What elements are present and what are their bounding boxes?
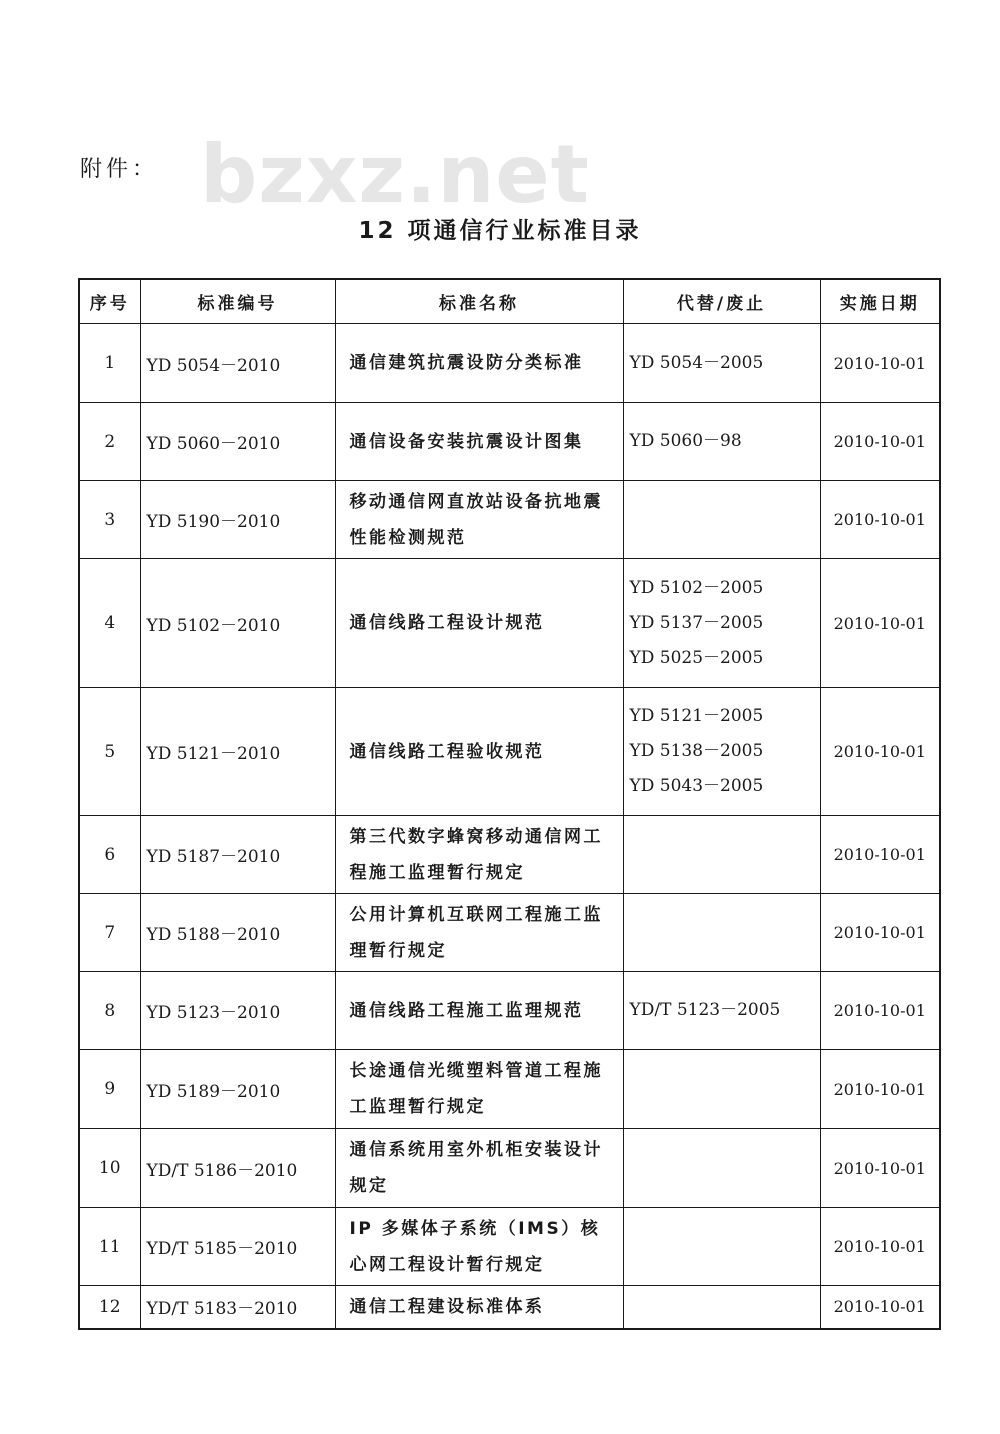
replaced-standard: YD 5121－2005 xyxy=(629,706,764,726)
table-row xyxy=(79,403,940,481)
row-number: 2 xyxy=(79,403,140,481)
attachment-label: 附件： xyxy=(80,157,159,182)
standard-code: YD/T 5186－2010 xyxy=(140,1129,335,1208)
table-row xyxy=(79,1208,940,1286)
header-name: 标准名称 xyxy=(335,279,623,324)
standard-code: YD 5102－2010 xyxy=(140,559,335,688)
replaces-cell xyxy=(623,1286,820,1329)
standards-table xyxy=(78,278,941,1330)
standard-code: YD/T 5183－2010 xyxy=(140,1286,335,1329)
standard-code: YD 5187－2010 xyxy=(140,816,335,894)
effective-date: 2010-10-01 xyxy=(820,1129,940,1208)
standard-name: 公用计算机互联网工程施工监理暂行规定 xyxy=(335,894,623,972)
standard-code: YD 5188－2010 xyxy=(140,894,335,972)
replaces-cell xyxy=(623,1129,820,1208)
standard-name: 通信系统用室外机柜安装设计规定 xyxy=(335,1129,623,1208)
replaced-standard: YD/T 5123－2005 xyxy=(629,1000,781,1020)
header-date: 实施日期 xyxy=(820,279,940,324)
replaces-cell xyxy=(623,816,820,894)
row-number: 9 xyxy=(79,1050,140,1129)
row-number: 1 xyxy=(79,324,140,403)
standard-name: 移动通信网直放站设备抗地震性能检测规范 xyxy=(335,481,623,559)
effective-date: 2010-10-01 xyxy=(820,1208,940,1286)
table-row xyxy=(79,688,940,816)
table-row xyxy=(79,559,940,688)
table-row xyxy=(79,972,940,1050)
replaces-cell xyxy=(623,894,820,972)
page-title: 12 项通信行业标准目录 xyxy=(358,218,642,244)
replaces-cell xyxy=(623,481,820,559)
standard-code: YD 5060－2010 xyxy=(140,403,335,481)
table-row xyxy=(79,1050,940,1129)
standard-name: IP 多媒体子系统（IMS）核心网工程设计暂行规定 xyxy=(335,1208,623,1286)
standard-code: YD 5054－2010 xyxy=(140,324,335,403)
standard-name: 通信设备安装抗震设计图集 xyxy=(335,403,623,481)
table-row xyxy=(79,1286,940,1329)
standard-code: YD 5189－2010 xyxy=(140,1050,335,1129)
table-row xyxy=(79,894,940,972)
table-header-row xyxy=(79,279,940,324)
row-number: 4 xyxy=(79,559,140,688)
watermark: bzxz.net xyxy=(200,128,590,221)
standard-code: YD 5190－2010 xyxy=(140,481,335,559)
table-row xyxy=(79,324,940,403)
standard-name: 通信工程建设标准体系 xyxy=(335,1286,623,1329)
table-row xyxy=(79,481,940,559)
standard-name: 通信线路工程设计规范 xyxy=(335,559,623,688)
replaced-standard: YD 5060－98 xyxy=(629,431,742,451)
effective-date: 2010-10-01 xyxy=(820,816,940,894)
replaced-standard: YD 5043－2005 xyxy=(629,776,764,796)
effective-date: 2010-10-01 xyxy=(820,481,940,559)
standard-code: YD 5121－2010 xyxy=(140,688,335,816)
header-replaces: 代替/废止 xyxy=(623,279,820,324)
replaces-cell xyxy=(623,324,820,403)
effective-date: 2010-10-01 xyxy=(820,559,940,688)
standard-name: 通信建筑抗震设防分类标准 xyxy=(335,324,623,403)
header-no: 序号 xyxy=(79,279,140,324)
header-code: 标准编号 xyxy=(140,279,335,324)
replaces-cell xyxy=(623,972,820,1050)
row-number: 3 xyxy=(79,481,140,559)
replaces-cell xyxy=(623,1050,820,1129)
table-row xyxy=(79,1129,940,1208)
table-body xyxy=(79,324,940,1329)
effective-date: 2010-10-01 xyxy=(820,972,940,1050)
standard-code: YD/T 5185－2010 xyxy=(140,1208,335,1286)
effective-date: 2010-10-01 xyxy=(820,1050,940,1129)
standard-name: 通信线路工程施工监理规范 xyxy=(335,972,623,1050)
row-number: 12 xyxy=(79,1286,140,1329)
replaced-standard: YD 5138－2005 xyxy=(629,741,764,761)
replaced-standard: YD 5102－2005 xyxy=(629,577,764,598)
effective-date: 2010-10-01 xyxy=(820,324,940,403)
replaced-standard: YD 5054－2005 xyxy=(629,352,764,373)
replaces-cell xyxy=(623,1208,820,1286)
row-number: 8 xyxy=(79,972,140,1050)
table-row xyxy=(79,816,940,894)
row-number: 6 xyxy=(79,816,140,894)
standard-name: 第三代数字蜂窝移动通信网工程施工监理暂行规定 xyxy=(335,816,623,894)
effective-date: 2010-10-01 xyxy=(820,403,940,481)
replaces-cell xyxy=(623,688,820,816)
standard-name: 长途通信光缆塑料管道工程施工监理暂行规定 xyxy=(335,1050,623,1129)
replaced-standard: YD 5137－2005 xyxy=(629,612,764,633)
effective-date: 2010-10-01 xyxy=(820,688,940,816)
row-number: 5 xyxy=(79,688,140,816)
replaced-standard: YD 5025－2005 xyxy=(629,647,764,668)
replaces-cell xyxy=(623,559,820,688)
effective-date: 2010-10-01 xyxy=(820,894,940,972)
effective-date: 2010-10-01 xyxy=(820,1286,940,1329)
replaces-cell xyxy=(623,403,820,481)
standard-code: YD 5123－2010 xyxy=(140,972,335,1050)
row-number: 10 xyxy=(79,1129,140,1208)
row-number: 7 xyxy=(79,894,140,972)
row-number: 11 xyxy=(79,1208,140,1286)
standard-name: 通信线路工程验收规范 xyxy=(335,688,623,816)
